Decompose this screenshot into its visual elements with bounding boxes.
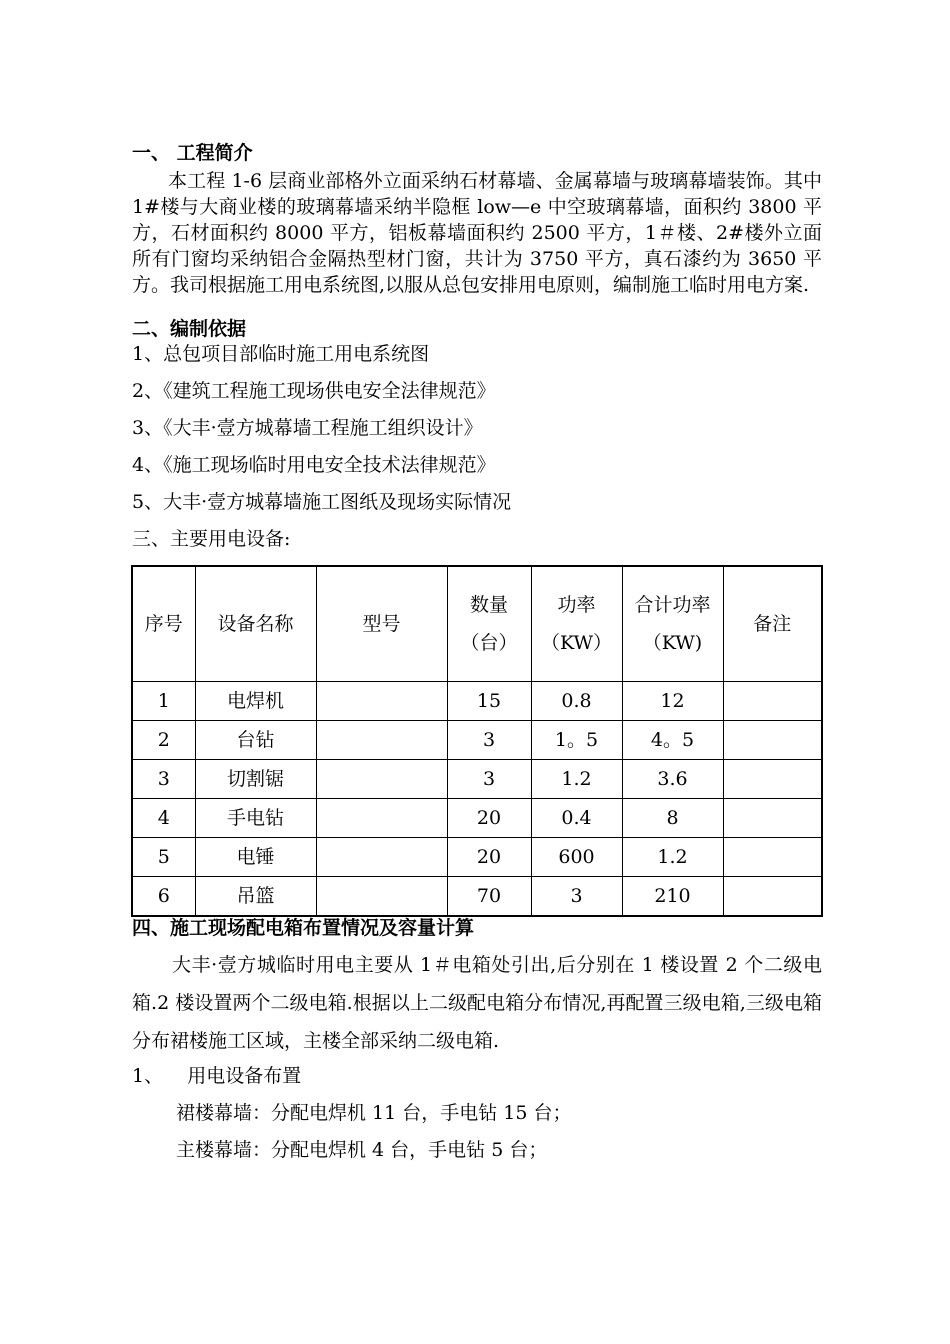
cell-qty: 3 <box>447 760 531 799</box>
cell-model <box>316 682 447 721</box>
cell-power: 0.4 <box>531 799 622 838</box>
table-row <box>132 760 822 799</box>
section2-heading: 二、编制依据 <box>132 318 247 340</box>
cell-total: 210 <box>622 877 723 917</box>
cell-no: 6 <box>132 877 195 917</box>
table-row <box>132 838 822 877</box>
cell-qty: 15 <box>447 682 531 721</box>
cell-power: 1.2 <box>531 760 622 799</box>
table-row <box>132 682 822 721</box>
cell-remark <box>723 682 822 721</box>
section4-line: 裙楼幕墙：分配电焊机 11 台，手电钻 15 台； <box>176 1102 572 1124</box>
section4-subheading: 1、 用电设备布置 <box>132 1065 302 1087</box>
section4-body: 大丰·壹方城临时用电主要从 1＃电箱处引出,后分别在 1 楼设置 2 个二级电箱.2 楼设置两个二级电箱.根据以上二级配电箱分布情况,再配置三级电箱,三级电箱分布裙楼施工区域，主楼全部采纳二级电箱. <box>132 954 822 1052</box>
cell-power: 3 <box>531 877 622 917</box>
cell-model <box>316 799 447 838</box>
section4-line: 主楼幕墙：分配电焊机 4 台，手电钻 5 台； <box>176 1139 548 1161</box>
cell-model <box>316 721 447 760</box>
cell-name: 手电钻 <box>195 799 316 838</box>
header-model: 型号 <box>316 566 447 682</box>
table-row <box>132 799 822 838</box>
table-row <box>132 721 822 760</box>
cell-name: 切割锯 <box>195 760 316 799</box>
cell-no: 4 <box>132 799 195 838</box>
section4-heading: 四、施工现场配电箱布置情况及容量计算 <box>132 917 475 939</box>
table-row <box>132 877 822 917</box>
cell-total: 4。5 <box>622 721 723 760</box>
cell-model <box>316 760 447 799</box>
header-total: 合计功率（KW) <box>622 566 723 682</box>
cell-no: 5 <box>132 838 195 877</box>
cell-no: 3 <box>132 760 195 799</box>
cell-name: 台钻 <box>195 721 316 760</box>
header-name: 设备名称 <box>195 566 316 682</box>
cell-total: 12 <box>622 682 723 721</box>
table-header-row <box>132 566 822 682</box>
basis-item: 2、《建筑工程施工现场供电安全法律规范》 <box>132 380 496 402</box>
cell-qty: 20 <box>447 838 531 877</box>
cell-power: 0.8 <box>531 682 622 721</box>
cell-total: 8 <box>622 799 723 838</box>
cell-remark <box>723 799 822 838</box>
basis-item: 1、总包项目部临时施工用电系统图 <box>132 343 430 365</box>
header-qty: 数量（台） <box>447 566 531 682</box>
cell-power: 600 <box>531 838 622 877</box>
cell-total: 3.6 <box>622 760 723 799</box>
cell-name: 电焊机 <box>195 682 316 721</box>
cell-no: 1 <box>132 682 195 721</box>
header-remark: 备注 <box>723 566 822 682</box>
cell-name: 电锤 <box>195 838 316 877</box>
cell-remark <box>723 760 822 799</box>
cell-model <box>316 877 447 917</box>
basis-item: 4、《施工现场临时用电安全技术法律规范》 <box>132 454 496 476</box>
equipment-table <box>131 565 823 917</box>
cell-qty: 70 <box>447 877 531 917</box>
basis-item: 5、大丰·壹方城幕墙施工图纸及现场实际情况 <box>132 491 512 513</box>
cell-remark <box>723 877 822 917</box>
cell-qty: 20 <box>447 799 531 838</box>
cell-no: 2 <box>132 721 195 760</box>
section1-body: 本工程 1-6 层商业部格外立面采纳石材幕墙、金属幕墙与玻璃幕墙装饰。其中 1#楼与大商业楼的玻璃幕墙采纳半隐框 low—e 中空玻璃幕墙，面积约 3800 平方，石材面积约 8000 平方，铝板幕墙面积约 2500 平方，1＃楼、2#楼外立面所有门窗均采纳铝合金隔热型材门窗，共计为 3750 平方，真石漆约为 3650 平方。我司根据施工用电系统图,以服从总包安排用电原则，编制施工临时用电方案. <box>132 170 822 296</box>
basis-item: 3、《大丰·壹方城幕墙工程施工组织设计》 <box>132 417 483 439</box>
cell-name: 吊篮 <box>195 877 316 917</box>
cell-power: 1。5 <box>531 721 622 760</box>
header-power: 功率（KW） <box>531 566 622 682</box>
section3-heading: 三、主要用电设备: <box>132 528 291 550</box>
section1-heading: 一、 工程简介 <box>132 142 253 164</box>
cell-qty: 3 <box>447 721 531 760</box>
cell-model <box>316 838 447 877</box>
cell-remark <box>723 721 822 760</box>
header-no: 序号 <box>132 566 195 682</box>
cell-remark <box>723 838 822 877</box>
cell-total: 1.2 <box>622 838 723 877</box>
